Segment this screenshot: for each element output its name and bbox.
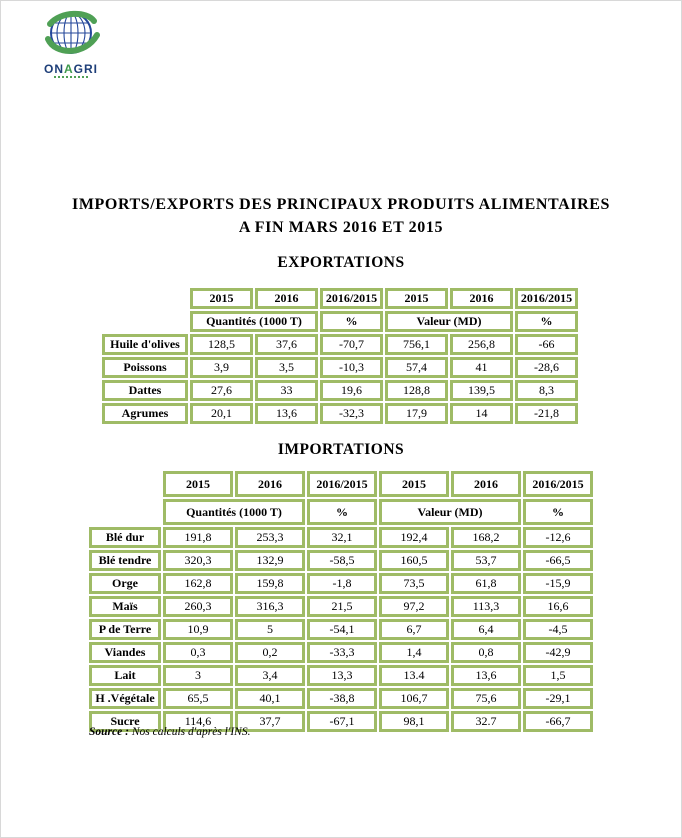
value-cell: -58,5 xyxy=(307,550,377,571)
exportations-heading: EXPORTATIONS xyxy=(277,254,405,271)
year-header-cell: 2016/2015 xyxy=(523,471,593,497)
source-text: Nos calculs d'après l'INS. xyxy=(128,726,251,738)
table-row xyxy=(102,403,578,424)
year-header-cell: 2016/2015 xyxy=(515,288,578,309)
year-header-cell: 2015 xyxy=(190,288,253,309)
table-row xyxy=(89,665,593,686)
value-cell: 13,6 xyxy=(255,403,318,424)
table-row xyxy=(102,380,578,401)
exportations-table xyxy=(100,286,580,426)
group-header-cell: Quantités (1000 T) xyxy=(163,499,305,525)
value-cell: 128,8 xyxy=(385,380,448,401)
value-cell: 8,3 xyxy=(515,380,578,401)
row-label: Dattes xyxy=(102,380,188,401)
value-cell: 132,9 xyxy=(235,550,305,571)
page-title-line2: A FIN MARS 2016 ET 2015 xyxy=(238,219,444,236)
value-cell: 21,5 xyxy=(307,596,377,617)
value-cell: 106,7 xyxy=(379,688,449,709)
value-cell: -28,6 xyxy=(515,357,578,378)
value-cell: 1,5 xyxy=(523,665,593,686)
row-label: Blé dur xyxy=(89,527,161,548)
globe-icon xyxy=(41,9,101,61)
value-cell: 41 xyxy=(450,357,513,378)
year-header-cell: 2015 xyxy=(385,288,448,309)
value-cell: 256,8 xyxy=(450,334,513,355)
row-label: Maïs xyxy=(89,596,161,617)
value-cell: 37,7 xyxy=(235,711,305,732)
table-row xyxy=(89,573,593,594)
table-corner-blank xyxy=(89,471,161,525)
table-row xyxy=(102,357,578,378)
group-header-cell: Valeur (MD) xyxy=(385,311,513,332)
value-cell: 57,4 xyxy=(385,357,448,378)
year-header-cell: 2015 xyxy=(379,471,449,497)
value-cell: 113,3 xyxy=(451,596,521,617)
value-cell: 61,8 xyxy=(451,573,521,594)
value-cell: 16,6 xyxy=(523,596,593,617)
row-label: Huile d'olives xyxy=(102,334,188,355)
year-header-cell: 2016 xyxy=(450,288,513,309)
table-row xyxy=(89,642,593,663)
value-cell: -10,3 xyxy=(320,357,383,378)
row-label: Agrumes xyxy=(102,403,188,424)
value-cell: 53,7 xyxy=(451,550,521,571)
value-cell: -42,9 xyxy=(523,642,593,663)
value-cell: 0,2 xyxy=(235,642,305,663)
value-cell: -32,3 xyxy=(320,403,383,424)
value-cell: 13,3 xyxy=(307,665,377,686)
logo-subtext xyxy=(54,76,88,78)
year-header-cell: 2016 xyxy=(255,288,318,309)
value-cell: 1,4 xyxy=(379,642,449,663)
value-cell: 159,8 xyxy=(235,573,305,594)
value-cell: -38,8 xyxy=(307,688,377,709)
value-cell: 756,1 xyxy=(385,334,448,355)
source-note xyxy=(89,726,250,738)
table-row xyxy=(89,619,593,640)
value-cell: 20,1 xyxy=(190,403,253,424)
value-cell: 191,8 xyxy=(163,527,233,548)
value-cell: -66 xyxy=(515,334,578,355)
value-cell: 128,5 xyxy=(190,334,253,355)
value-cell: 114,6 xyxy=(163,711,233,732)
value-cell: 73,5 xyxy=(379,573,449,594)
year-header-cell: 2016 xyxy=(451,471,521,497)
group-header-cell: Quantités (1000 T) xyxy=(190,311,318,332)
value-cell: 27,6 xyxy=(190,380,253,401)
row-label: Blé tendre xyxy=(89,550,161,571)
table-corner-blank xyxy=(102,288,188,332)
value-cell: 162,8 xyxy=(163,573,233,594)
value-cell: 17,9 xyxy=(385,403,448,424)
row-label: H .Végétale xyxy=(89,688,161,709)
value-cell: 32.7 xyxy=(451,711,521,732)
value-cell: 37,6 xyxy=(255,334,318,355)
page-title xyxy=(1,193,681,239)
value-cell: 40,1 xyxy=(235,688,305,709)
value-cell: 168,2 xyxy=(451,527,521,548)
value-cell: 65,5 xyxy=(163,688,233,709)
value-cell: -15,9 xyxy=(523,573,593,594)
row-label: P de Terre xyxy=(89,619,161,640)
value-cell: 0,8 xyxy=(451,642,521,663)
table-row xyxy=(89,550,593,571)
year-header-cell: 2016/2015 xyxy=(307,471,377,497)
value-cell: 3 xyxy=(163,665,233,686)
table-row xyxy=(89,596,593,617)
value-cell: 139,5 xyxy=(450,380,513,401)
value-cell: -4,5 xyxy=(523,619,593,640)
value-cell: 192,4 xyxy=(379,527,449,548)
value-cell: -54,1 xyxy=(307,619,377,640)
value-cell: -66,7 xyxy=(523,711,593,732)
value-cell: -29,1 xyxy=(523,688,593,709)
group-header-cell: Valeur (MD) xyxy=(379,499,521,525)
value-cell: 19,6 xyxy=(320,380,383,401)
value-cell: 10,9 xyxy=(163,619,233,640)
importations-table xyxy=(87,469,595,734)
table-row xyxy=(102,334,578,355)
value-cell: -70,7 xyxy=(320,334,383,355)
row-label: Poissons xyxy=(102,357,188,378)
value-cell: 253,3 xyxy=(235,527,305,548)
value-cell: 98,1 xyxy=(379,711,449,732)
value-cell: 13.4 xyxy=(379,665,449,686)
year-header-cell: 2015 xyxy=(163,471,233,497)
value-cell: 33 xyxy=(255,380,318,401)
value-cell: 320,3 xyxy=(163,550,233,571)
value-cell: 13,6 xyxy=(451,665,521,686)
group-header-cell: % xyxy=(523,499,593,525)
row-label: Orge xyxy=(89,573,161,594)
value-cell: -1,8 xyxy=(307,573,377,594)
value-cell: 0,3 xyxy=(163,642,233,663)
value-cell: -12,6 xyxy=(523,527,593,548)
source-label: Source : xyxy=(89,726,129,738)
row-label: Lait xyxy=(89,665,161,686)
row-label: Viandes xyxy=(89,642,161,663)
importations-heading: IMPORTATIONS xyxy=(277,441,405,458)
value-cell: 3,9 xyxy=(190,357,253,378)
value-cell: 3,5 xyxy=(255,357,318,378)
logo-text: ONAGRI xyxy=(43,62,98,76)
value-cell: 32,1 xyxy=(307,527,377,548)
value-cell: 3,4 xyxy=(235,665,305,686)
value-cell: 160,5 xyxy=(379,550,449,571)
value-cell: 5 xyxy=(235,619,305,640)
value-cell: 6,7 xyxy=(379,619,449,640)
value-cell: -33,3 xyxy=(307,642,377,663)
group-header-cell: % xyxy=(307,499,377,525)
value-cell: 97,2 xyxy=(379,596,449,617)
year-header-cell: 2016/2015 xyxy=(320,288,383,309)
table-row xyxy=(89,527,593,548)
table-row xyxy=(89,688,593,709)
value-cell: 316,3 xyxy=(235,596,305,617)
value-cell: 75,6 xyxy=(451,688,521,709)
group-header-cell: % xyxy=(515,311,578,332)
year-header-cell: 2016 xyxy=(235,471,305,497)
onagri-logo xyxy=(35,9,107,78)
value-cell: 14 xyxy=(450,403,513,424)
page-title-line1: IMPORTS/EXPORTS DES PRINCIPAUX PRODUITS ALIMENTAIRES xyxy=(72,196,610,213)
row-label: Sucre xyxy=(89,711,161,732)
value-cell: 260,3 xyxy=(163,596,233,617)
value-cell: -21,8 xyxy=(515,403,578,424)
group-header-cell: % xyxy=(320,311,383,332)
value-cell: -66,5 xyxy=(523,550,593,571)
value-cell: -67,1 xyxy=(307,711,377,732)
value-cell: 6,4 xyxy=(451,619,521,640)
